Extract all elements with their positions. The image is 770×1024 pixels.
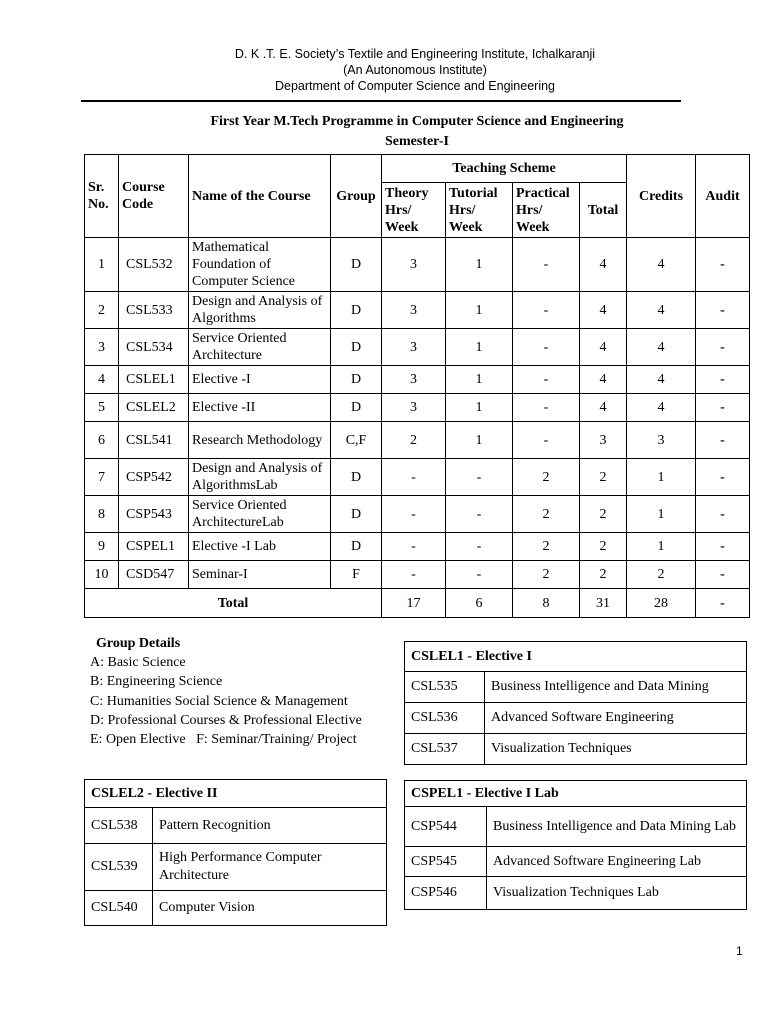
total: 4 [580,366,627,394]
course-name: High Performance Computer Architecture [153,844,387,891]
credits: 4 [627,238,696,292]
course-name: Elective -I Lab [189,533,331,561]
practical: - [513,238,580,292]
theory: 3 [382,394,446,422]
practical: 2 [513,496,580,533]
credits: 1 [627,496,696,533]
header-practical: Practical Hrs/ Week [513,183,580,238]
department-name: Department of Computer Science and Engineering [274,79,556,93]
table-row [85,459,750,496]
total: 3 [580,422,627,459]
total: 2 [580,496,627,533]
total: 2 [580,533,627,561]
theory: 2 [382,422,446,459]
programme-title: First Year M.Tech Programme in Computer Science and Engineering [210,114,624,129]
audit: - [696,561,750,589]
course-code: CSPEL1 [119,533,189,561]
course-table [84,154,750,618]
elective2-title: CSLEL2 - Elective II [85,780,387,808]
course-code: CSP545 [405,847,487,877]
credits: 3 [627,422,696,459]
course-name: Visualization Techniques Lab [487,877,747,910]
course-name: Business Intelligence and Data Mining [485,672,747,703]
institute-name: D. K .T. E. Society’s Textile and Engineering Institute, Ichalkaranji [234,47,596,61]
tutorial: 1 [446,422,513,459]
course-code: CSL532 [119,238,189,292]
sr-no: 7 [85,459,119,496]
total-practical: 8 [513,589,580,618]
credits: 2 [627,561,696,589]
credits: 1 [627,459,696,496]
course-name: Business Intelligence and Data Mining Lab [487,807,747,847]
total: 4 [580,329,627,366]
course-code: CSD547 [119,561,189,589]
theory: - [382,561,446,589]
theory: 3 [382,238,446,292]
course-code: CSLEL2 [119,394,189,422]
total-label: Total [85,589,382,618]
credits: 1 [627,533,696,561]
table-row [85,292,750,329]
practical: 2 [513,561,580,589]
theory: - [382,533,446,561]
semester-title: Semester-I [384,134,449,149]
table-row [85,329,750,366]
sr-no: 4 [85,366,119,394]
sr-no: 5 [85,394,119,422]
group: F [331,561,382,589]
practical: - [513,292,580,329]
tutorial: 1 [446,329,513,366]
group: D [331,496,382,533]
total-tutorial: 6 [446,589,513,618]
sr-no: 1 [85,238,119,292]
tutorial: 1 [446,394,513,422]
elective1-lab-table [404,780,747,910]
audit: - [696,496,750,533]
header-teaching-scheme: Teaching Scheme [382,155,627,183]
course-code: CSL537 [405,734,485,765]
header-theory: Theory Hrs/ Week [382,183,446,238]
course-name: Service Oriented ArchitectureLab [189,496,331,533]
course-name: Advanced Software Engineering [485,703,747,734]
header-group: Group [331,155,382,238]
sr-no: 8 [85,496,119,533]
tutorial: 1 [446,292,513,329]
group: C,F [331,422,382,459]
header-sr-no: Sr. No. [85,155,119,238]
table-row [405,807,747,847]
course-code: CSL533 [119,292,189,329]
institute-status: (An Autonomous Institute) [343,63,487,77]
course-name: Pattern Recognition [153,808,387,844]
group-item: A: Basic Science [90,655,186,671]
theory: 3 [382,292,446,329]
audit: - [696,238,750,292]
course-name: Visualization Techniques [485,734,747,765]
total-row [85,589,750,618]
sr-no: 3 [85,329,119,366]
table-row [85,394,750,422]
group: D [331,459,382,496]
elective1-title: CSLEL1 - Elective I [405,642,747,672]
group-item: D: Professional Courses & Professional Elective [90,712,362,728]
table-row [85,561,750,589]
group-item: E: Open Elective F: Seminar/Training/ Project [90,732,357,748]
elective1-table [404,641,747,765]
table-row [85,366,750,394]
group: D [331,533,382,561]
course-code: CSL535 [405,672,485,703]
sr-no: 2 [85,292,119,329]
credits: 4 [627,366,696,394]
practical: - [513,394,580,422]
page-number: 1 [736,944,743,958]
audit: - [696,292,750,329]
group: D [331,292,382,329]
header-credits: Credits [627,155,696,238]
header-audit: Audit [696,155,750,238]
group: D [331,394,382,422]
credits: 4 [627,292,696,329]
credits: 4 [627,394,696,422]
table-row [405,877,747,910]
table-row [405,703,747,734]
group-item: C: Humanities Social Science & Management [90,693,348,709]
total-credits: 28 [627,589,696,618]
theory: 3 [382,366,446,394]
elective1-lab-title: CSPEL1 - Elective I Lab [405,781,747,807]
course-name: Computer Vision [153,891,387,926]
total: 4 [580,292,627,329]
practical: - [513,329,580,366]
course-code: CSL540 [85,891,153,926]
table-row [405,734,747,765]
table-row [85,844,387,891]
course-name: Elective -I [189,366,331,394]
course-code: CSL536 [405,703,485,734]
table-row [405,672,747,703]
course-name: Mathematical Foundation of Computer Science [189,238,331,292]
credits: 4 [627,329,696,366]
practical: 2 [513,459,580,496]
theory: 3 [382,329,446,366]
total: 4 [580,238,627,292]
table-row [85,533,750,561]
group: D [331,366,382,394]
table-row [85,808,387,844]
header-course-code: Course Code [119,155,189,238]
tutorial: - [446,533,513,561]
practical: - [513,422,580,459]
audit: - [696,422,750,459]
group: D [331,329,382,366]
table-row [85,422,750,459]
course-name: Advanced Software Engineering Lab [487,847,747,877]
total-audit: - [696,589,750,618]
sr-no: 9 [85,533,119,561]
course-code: CSP546 [405,877,487,910]
tutorial: - [446,561,513,589]
audit: - [696,394,750,422]
theory: - [382,459,446,496]
audit: - [696,533,750,561]
group-details-heading: Group Details [96,636,181,651]
audit: - [696,366,750,394]
sr-no: 6 [85,422,119,459]
audit: - [696,459,750,496]
group-item: B: Engineering Science [90,674,223,690]
total-theory: 17 [382,589,446,618]
audit: - [696,329,750,366]
sr-no: 10 [85,561,119,589]
course-code: CSLEL1 [119,366,189,394]
course-name: Design and Analysis of Algorithms [189,292,331,329]
course-code: CSP543 [119,496,189,533]
table-row [85,496,750,533]
course-code: CSL541 [119,422,189,459]
header-total: Total [580,183,627,238]
total: 4 [580,394,627,422]
course-code: CSL539 [85,844,153,891]
table-row [405,847,747,877]
practical: 2 [513,533,580,561]
table-row [85,891,387,926]
course-name: Seminar-I [189,561,331,589]
table-row [85,238,750,292]
header-course-name: Name of the Course [189,155,331,238]
theory: - [382,496,446,533]
course-code: CSP544 [405,807,487,847]
header-rule [81,100,681,102]
elective2-table [84,779,387,926]
course-name: Elective -II [189,394,331,422]
total: 2 [580,561,627,589]
tutorial: - [446,459,513,496]
course-name: Service Oriented Architecture [189,329,331,366]
total-total: 31 [580,589,627,618]
group: D [331,238,382,292]
course-code: CSL534 [119,329,189,366]
header-tutorial: Tutorial Hrs/ Week [446,183,513,238]
course-code: CSP542 [119,459,189,496]
group-details [90,634,362,749]
total: 2 [580,459,627,496]
tutorial: - [446,496,513,533]
course-code: CSL538 [85,808,153,844]
course-name: Design and Analysis of AlgorithmsLab [189,459,331,496]
practical: - [513,366,580,394]
tutorial: 1 [446,238,513,292]
course-name: Research Methodology [189,422,331,459]
tutorial: 1 [446,366,513,394]
